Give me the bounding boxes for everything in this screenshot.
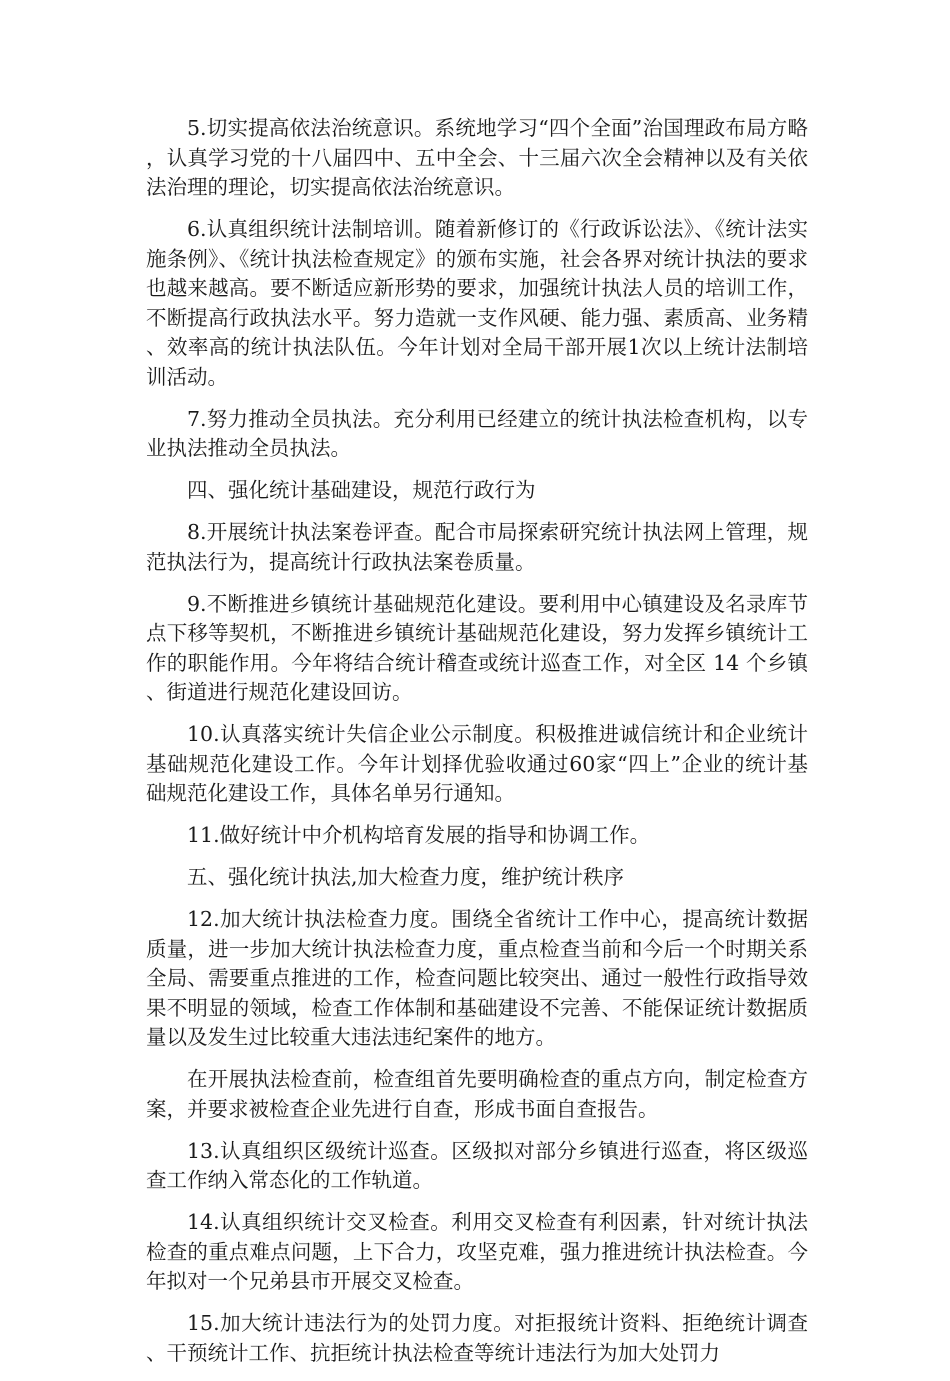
section-heading-4: 四、强化统计基础建设，规范行政行为 — [187, 478, 536, 502]
paragraph-item-12: 12.加大统计执法检查力度。围绕全省统计工作中心，提高统计数据质量，进一步加大统计执法检查力度，重点检查当前和今后一个时期关系全局、需要重点推进的工作，检查问题比较突出、通过一般性行政指导效果不明显的领域，检查工作体制和基础建设不完善、不能保证统计数据质量以及发生过比较重大违法违纪案件的地方。 — [146, 907, 808, 1049]
paragraph-item-13: 13.认真组织区级统计巡查。区级拟对部分乡镇进行巡查，将区级巡查工作纳入常态化的工作轨道。 — [146, 1138, 808, 1192]
paragraph-item-8: 8.开展统计执法案卷评查。配合市局探索研究统计执法网上管理，规范执法行为，提高统计行政执法案卷质量。 — [146, 520, 808, 574]
paragraph-item-14: 14.认真组织统计交叉检查。利用交叉检查有利因素，针对统计执法检查的重点难点问题，上下合力，攻坚克难，强力推进统计执法检查。今年拟对一个兄弟县市开展交叉检查。 — [146, 1210, 808, 1293]
paragraph-item-15: 15.加大统计违法行为的处罚力度。对拒报统计资料、拒绝统计调查、干预统计工作、抗拒统计执法检查等统计违法行为加大处罚力 — [146, 1311, 808, 1365]
paragraph-item-11: 11.做好统计中介机构培育发展的指导和协调工作。 — [187, 823, 651, 847]
paragraph-item-7: 7.努力推动全员执法。充分利用已经建立的统计执法检查机构，以专业执法推动全员执法。 — [146, 406, 808, 460]
document-body — [146, 114, 808, 1381]
paragraph-item-10: 10.认真落实统计失信企业公示制度。积极推进诚信统计和企业统计基础规范化建设工作。今年计划择优验收通过60家“四上”企业的统计基础规范化建设工作，具体名单另行通知。 — [146, 722, 808, 805]
paragraph-inspection-prep: 在开展执法检查前，检查组首先要明确检查的重点方向，制定检查方案，并要求被检查企业先进行自查，形成书面自查报告。 — [146, 1067, 808, 1121]
paragraph-item-5: 5.切实提高依法治统意识。系统地学习“四个全面”治国理政布局方略，认真学习党的十八届四中、五中全会、十三届六次全会精神以及有关依法治理的理论，切实提高依法治统意识。 — [146, 116, 808, 199]
section-heading-5: 五、强化统计执法,加大检查力度，维护统计秩序 — [187, 865, 625, 889]
paragraph-item-9: 9.不断推进乡镇统计基础规范化建设。要利用中心镇建设及名录库节点下移等契机，不断推进乡镇统计基础规范化建设，努力发挥乡镇统计工作的职能作用。今年将结合统计稽查或统计巡查工作，对全区 14 个乡镇、街道进行规范化建设回访。 — [146, 591, 808, 704]
paragraph-item-6: 6.认真组织统计法制培训。随着新修订的《行政诉讼法》、《统计法实施条例》、《统计执法检查规定》的颁布实施，社会各界对统计执法的要求也越来越高。要不断适应新形势的要求，加强统计执法人员的培训工作，不断提高行政执法水平。努力造就一支作风硬、能力强、素质高、业务精、效率高的统计执法队伍。今年计划对全局干部开展1次以上统计法制培训活动。 — [146, 217, 808, 389]
